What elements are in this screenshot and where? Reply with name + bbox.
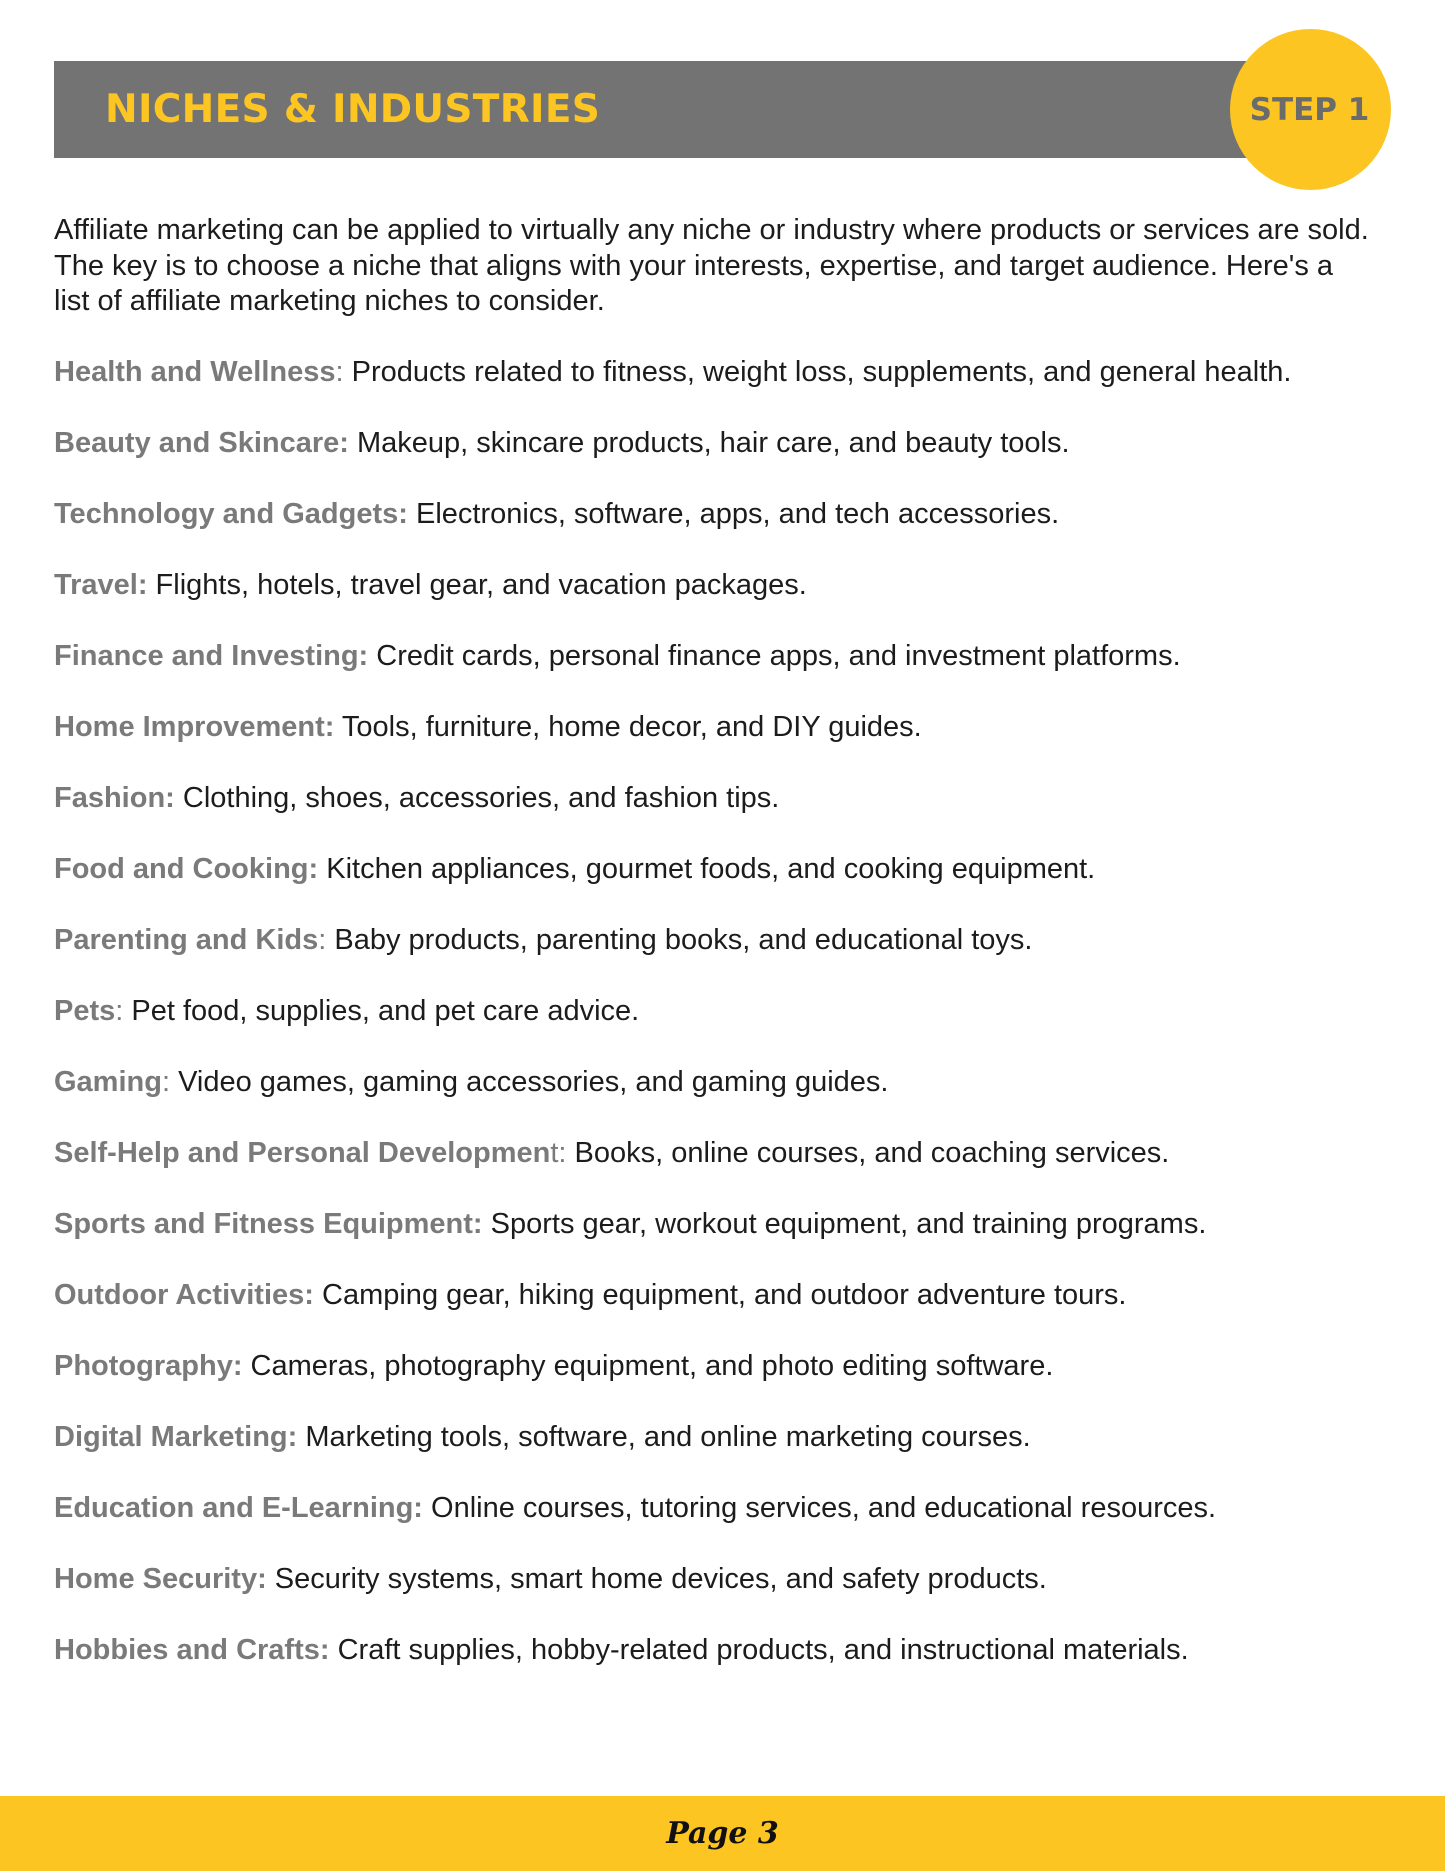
niche-name: Hobbies and Crafts: (54, 1634, 330, 1666)
niche-description: Cameras, photography equipment, and photo editing software. (242, 1350, 1054, 1382)
niche-item (54, 1562, 1374, 1598)
niche-description: Books, online courses, and coaching services. (566, 1137, 1170, 1169)
niche-description: Credit cards, personal finance apps, and investment platforms. (368, 640, 1181, 672)
niche-description: Products related to fitness, weight loss, supplements, and general health. (343, 356, 1292, 388)
niche-description: Online courses, tutoring services, and educational resources. (422, 1492, 1217, 1524)
niche-description: Sports gear, workout equipment, and training programs. (482, 1208, 1207, 1240)
niche-item (54, 1207, 1374, 1243)
niche-item (54, 923, 1374, 959)
niche-name: Photography: (54, 1350, 243, 1382)
niche-item (54, 497, 1374, 533)
niche-separator: : (318, 924, 327, 956)
niche-name: Parenting and Kids (54, 924, 319, 956)
niche-description: Baby products, parenting books, and educational toys. (326, 924, 1033, 956)
niche-name: Sports and Fitness Equipment: (54, 1208, 483, 1240)
niche-description: Electronics, software, apps, and tech accessories. (407, 498, 1060, 530)
niche-item (54, 1420, 1374, 1456)
niche-item (54, 1491, 1374, 1527)
intro-paragraph: Affiliate marketing can be applied to virtually any niche or industry where products or services are sold. The key is to choose a niche that aligns with your interests, expertise, and target audience. Here's a list of affiliate marketing niches to consider. (54, 214, 1369, 317)
niche-item (54, 426, 1374, 462)
niche-description: Camping gear, hiking equipment, and outdoor adventure tours. (313, 1279, 1127, 1311)
niche-description: Video games, gaming accessories, and gaming guides. (170, 1066, 889, 1098)
page-title: NICHES & INDUSTRIES (105, 87, 601, 132)
step-label: STEP 1 (1249, 91, 1370, 128)
niche-item (54, 994, 1374, 1030)
niche-item (54, 710, 1374, 746)
niche-description: Security systems, smart home devices, and safety products. (266, 1563, 1047, 1595)
niche-name: Gaming (54, 1066, 162, 1098)
niche-description: Flights, hotels, travel gear, and vacation packages. (147, 569, 807, 601)
niche-item (54, 781, 1374, 817)
niche-item (54, 1278, 1374, 1314)
niche-description: Marketing tools, software, and online marketing courses. (297, 1421, 1031, 1453)
niche-name: Outdoor Activities: (54, 1279, 314, 1311)
niche-name: Pets (54, 995, 116, 1027)
niche-item (54, 1633, 1374, 1669)
niche-name: Home Improvement: (54, 711, 335, 743)
main-content (54, 213, 1374, 1704)
niche-name: Technology and Gadgets: (54, 498, 408, 530)
niche-description: Craft supplies, hobby-related products, and instructional materials. (329, 1634, 1189, 1666)
niche-item (54, 355, 1374, 391)
niche-item (54, 1136, 1374, 1172)
niche-separator: t: (550, 1137, 567, 1169)
niche-description: Clothing, shoes, accessories, and fashion tips. (174, 782, 780, 814)
niche-list (54, 355, 1374, 1669)
step-badge (1230, 29, 1391, 190)
niche-name: Digital Marketing: (54, 1421, 298, 1453)
niche-name: Finance and Investing: (54, 640, 369, 672)
niche-description: Makeup, skincare products, hair care, and beauty tools. (348, 427, 1070, 459)
niche-item (54, 568, 1374, 604)
niche-item (54, 1349, 1374, 1385)
footer-bar (0, 1796, 1445, 1871)
niche-name: Food and Cooking: (54, 853, 319, 885)
niche-name: Travel: (54, 569, 148, 601)
niche-item (54, 1065, 1374, 1101)
page-number: Page 3 (666, 1816, 779, 1851)
niche-name: Health and Wellness (54, 356, 336, 388)
niche-separator: : (115, 995, 124, 1027)
niche-name: Self-Help and Personal Developmen (54, 1137, 551, 1169)
niche-item (54, 852, 1374, 888)
niche-description: Kitchen appliances, gourmet foods, and cooking equipment. (318, 853, 1096, 885)
niche-name: Home Security: (54, 1563, 267, 1595)
niche-name: Education and E-Learning: (54, 1492, 423, 1524)
niche-separator: : (161, 1066, 171, 1098)
niche-description: Pet food, supplies, and pet care advice. (123, 995, 640, 1027)
niche-description: Tools, furniture, home decor, and DIY guides. (334, 711, 922, 743)
niche-separator: : (335, 356, 344, 388)
niche-name: Fashion: (54, 782, 175, 814)
niche-item (54, 639, 1374, 675)
niche-name: Beauty and Skincare: (54, 427, 349, 459)
